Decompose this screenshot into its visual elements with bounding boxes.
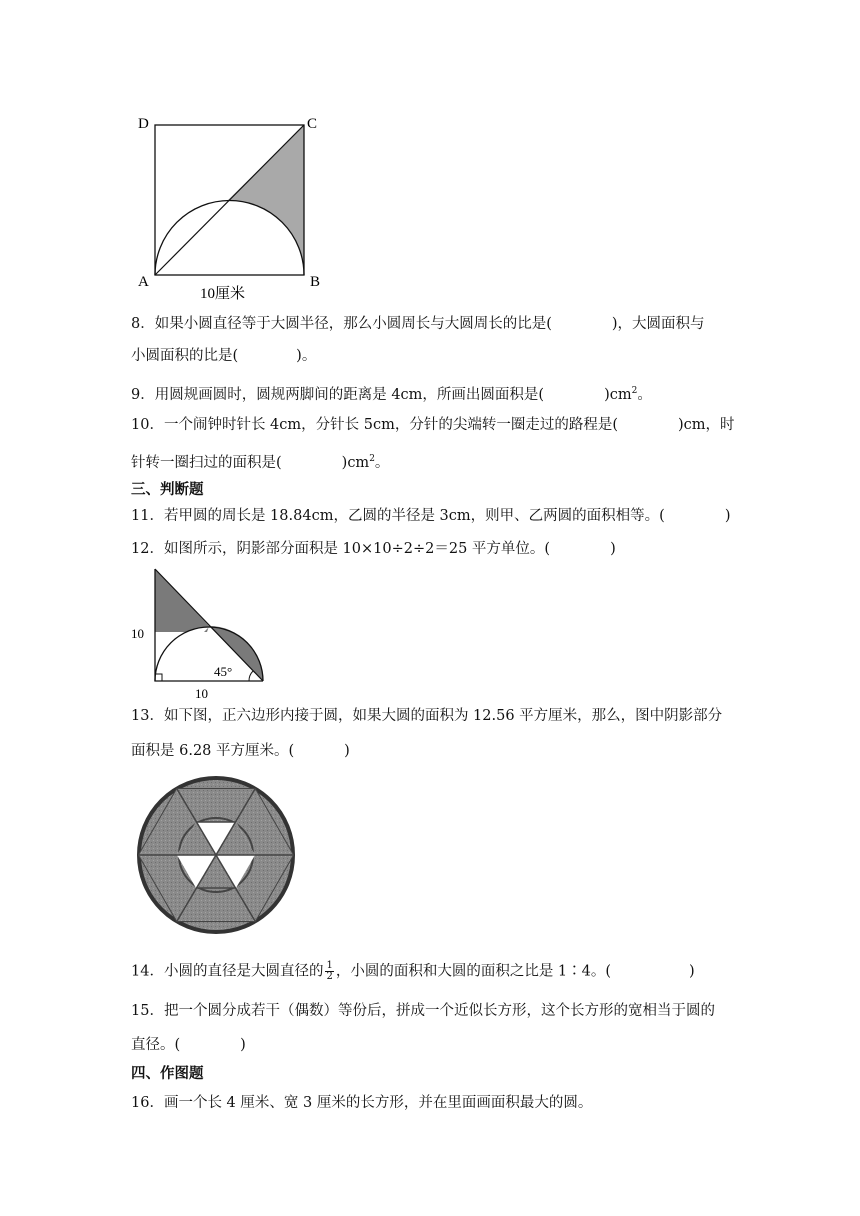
q12-line: 12．如图所示，阴影部分面积是 10×10÷2÷2＝25 平方单位。( ) bbox=[131, 541, 616, 557]
fraction-one-half: $\frac{1}{2}$ bbox=[326, 960, 333, 982]
q9-line: 9．用圆规画圆时，圆规两脚间的距离是 4cm，所画出圆面积是( )$cm^2$。 bbox=[131, 386, 652, 403]
q13-line2: 面积是 6.28 平方厘米。( ) bbox=[131, 743, 350, 759]
q15-line2: 直径。( ) bbox=[131, 1037, 246, 1053]
q13-line1: 13．如下图，正六边形内接于圆，如果大圆的面积为 12.56 平方厘米，那么，图中阴影部分 bbox=[131, 708, 723, 724]
q14-line: 14．小圆的直径是大圆直径的 $\frac{1}{2}$ ，小圆的面积和大圆的面积之比是 1∶4。( ) bbox=[131, 960, 695, 982]
q10-line1: 10．一个闹钟时针长 4cm，分针长 5cm，分针的尖端转一圈走过的路程是( )cm，时 bbox=[131, 417, 735, 433]
hexagon-circle-figure bbox=[135, 774, 297, 936]
label-a: A bbox=[138, 274, 149, 290]
section-heading: 四、作图题 bbox=[131, 1066, 204, 1082]
semicircle-white bbox=[155, 627, 209, 681]
angle-arc bbox=[249, 671, 253, 681]
q8-line1: 8．如果小圆直径等于大圆半径，那么小圆周长与大圆周长的比是( )，大圆面积与 bbox=[131, 316, 705, 332]
section-heading: 三、判断题 bbox=[131, 482, 204, 498]
base-length-label: 10厘米 bbox=[200, 286, 246, 302]
q10-line2: 针转一圈扫过的面积是( )$cm^2$。 bbox=[131, 454, 390, 471]
square-semicircle-figure bbox=[130, 108, 340, 303]
angle-label: 45° bbox=[214, 664, 233, 679]
q16-line: 16．画一个长 4 厘米、宽 3 厘米的长方形，并在里面画面积最大的圆。 bbox=[131, 1095, 593, 1111]
q11-line: 11．若甲圆的周长是 18.84cm，乙圆的半径是 3cm，则甲、乙两圆的面积相等。( ) bbox=[131, 508, 731, 524]
q15-line1: 15．把一个圆分成若干（偶数）等份后，拼成一个近似长方形，这个长方形的宽相当于圆的 bbox=[131, 1003, 715, 1019]
label-d: D bbox=[138, 116, 149, 132]
q8-line2: 小圆面积的比是( )。 bbox=[131, 348, 317, 364]
side-length-label: 10 bbox=[131, 626, 144, 641]
triangle-semicircle-figure bbox=[128, 564, 273, 704]
base-length-label: 10 bbox=[195, 686, 208, 701]
label-b: B bbox=[310, 274, 321, 290]
label-c: C bbox=[307, 116, 318, 132]
shaded-triangle-part bbox=[155, 569, 209, 632]
